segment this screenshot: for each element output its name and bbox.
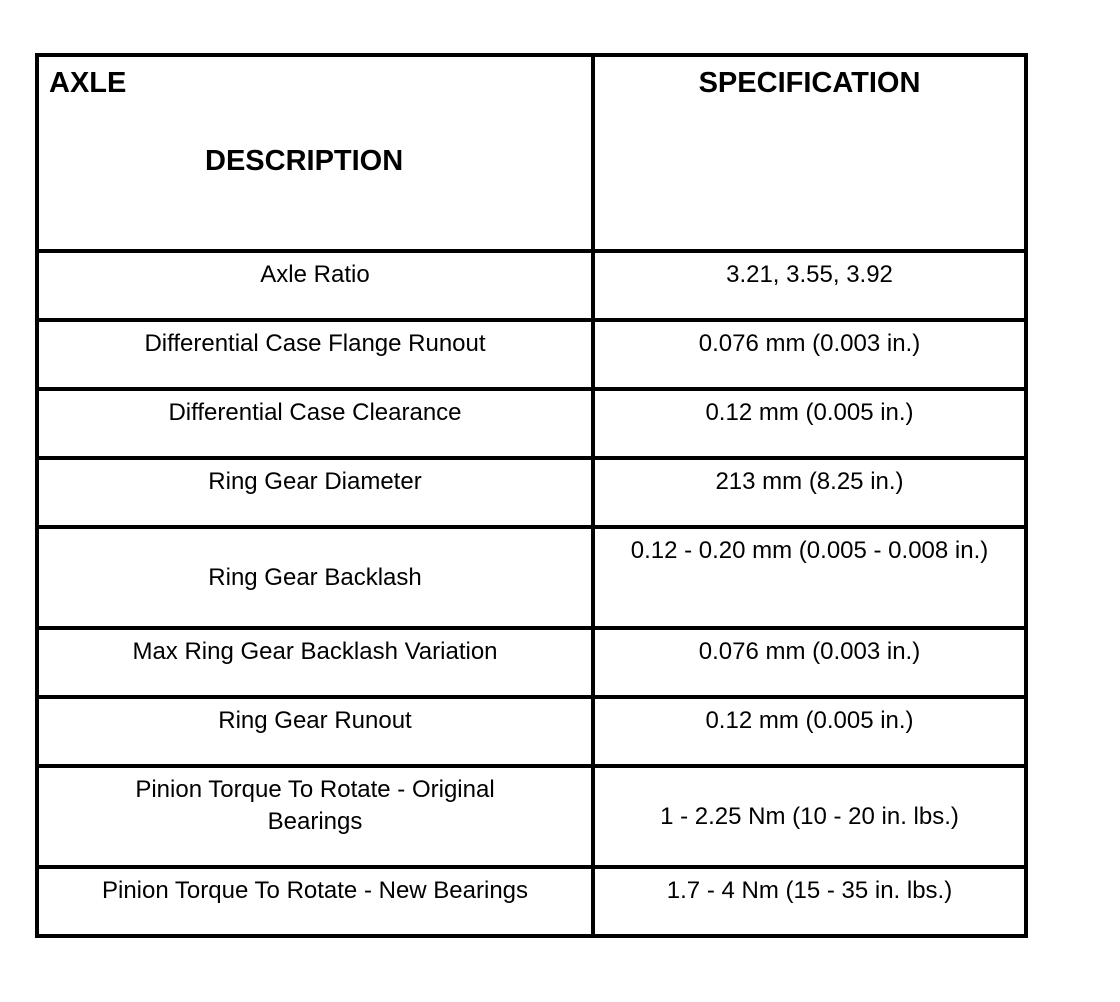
description-cell <box>37 320 593 389</box>
row-description: Ring Gear Runout <box>218 707 412 734</box>
specification-cell <box>593 389 1026 458</box>
specification-cell <box>593 628 1026 697</box>
table-row <box>37 251 1026 320</box>
table-row <box>37 628 1026 697</box>
description-cell <box>37 628 593 697</box>
description-cell <box>37 527 593 628</box>
description-cell <box>37 389 593 458</box>
row-specification: 1.7 - 4 Nm (15 - 35 in. lbs.) <box>666 877 953 904</box>
description-cell <box>37 458 593 527</box>
specification-cell <box>593 527 1026 628</box>
header-description-label: DESCRIPTION <box>205 145 404 177</box>
header-description-cell <box>37 55 593 251</box>
row-description: Differential Case Clearance <box>168 399 462 426</box>
row-description: Pinion Torque To Rotate - Original Bearings <box>135 776 495 835</box>
row-specification: 0.076 mm (0.003 in.) <box>698 330 921 357</box>
row-description: Ring Gear Backlash <box>208 563 422 591</box>
row-description: Ring Gear Diameter <box>208 468 422 495</box>
row-description: Pinion Torque To Rotate - New Bearings <box>101 877 529 904</box>
specification-cell <box>593 320 1026 389</box>
table-row <box>37 697 1026 766</box>
specification-cell <box>593 697 1026 766</box>
row-description: Differential Case Flange Runout <box>144 330 486 357</box>
row-specification: 3.21, 3.55, 3.92 <box>726 261 893 288</box>
table-row <box>37 458 1026 527</box>
table-row <box>37 766 1026 867</box>
row-specification: 0.12 mm (0.005 in.) <box>705 707 914 734</box>
row-specification: 0.076 mm (0.003 in.) <box>698 638 921 665</box>
description-cell <box>37 697 593 766</box>
axle-specification-table <box>35 53 1028 938</box>
table-row <box>37 527 1026 628</box>
table-row <box>37 389 1026 458</box>
row-specification: 0.12 - 0.20 mm (0.005 - 0.008 in.) <box>630 537 989 564</box>
table-header-row <box>37 55 1026 251</box>
table-row <box>37 320 1026 389</box>
specification-cell <box>593 251 1026 320</box>
specification-cell <box>593 766 1026 867</box>
description-cell <box>37 251 593 320</box>
row-description: Axle Ratio <box>260 261 370 288</box>
header-specification-cell <box>593 55 1026 251</box>
specification-cell <box>593 458 1026 527</box>
description-cell <box>37 766 593 867</box>
row-specification: 1 - 2.25 Nm (10 - 20 in. lbs.) <box>660 802 959 830</box>
row-description: Max Ring Gear Backlash Variation <box>132 638 498 665</box>
row-specification: 0.12 mm (0.005 in.) <box>705 399 914 426</box>
header-axle-label: AXLE <box>49 67 127 99</box>
header-specification-label: SPECIFICATION <box>698 67 921 99</box>
row-specification: 213 mm (8.25 in.) <box>715 468 904 495</box>
table-row <box>37 867 1026 936</box>
specification-cell <box>593 867 1026 936</box>
description-cell <box>37 867 593 936</box>
